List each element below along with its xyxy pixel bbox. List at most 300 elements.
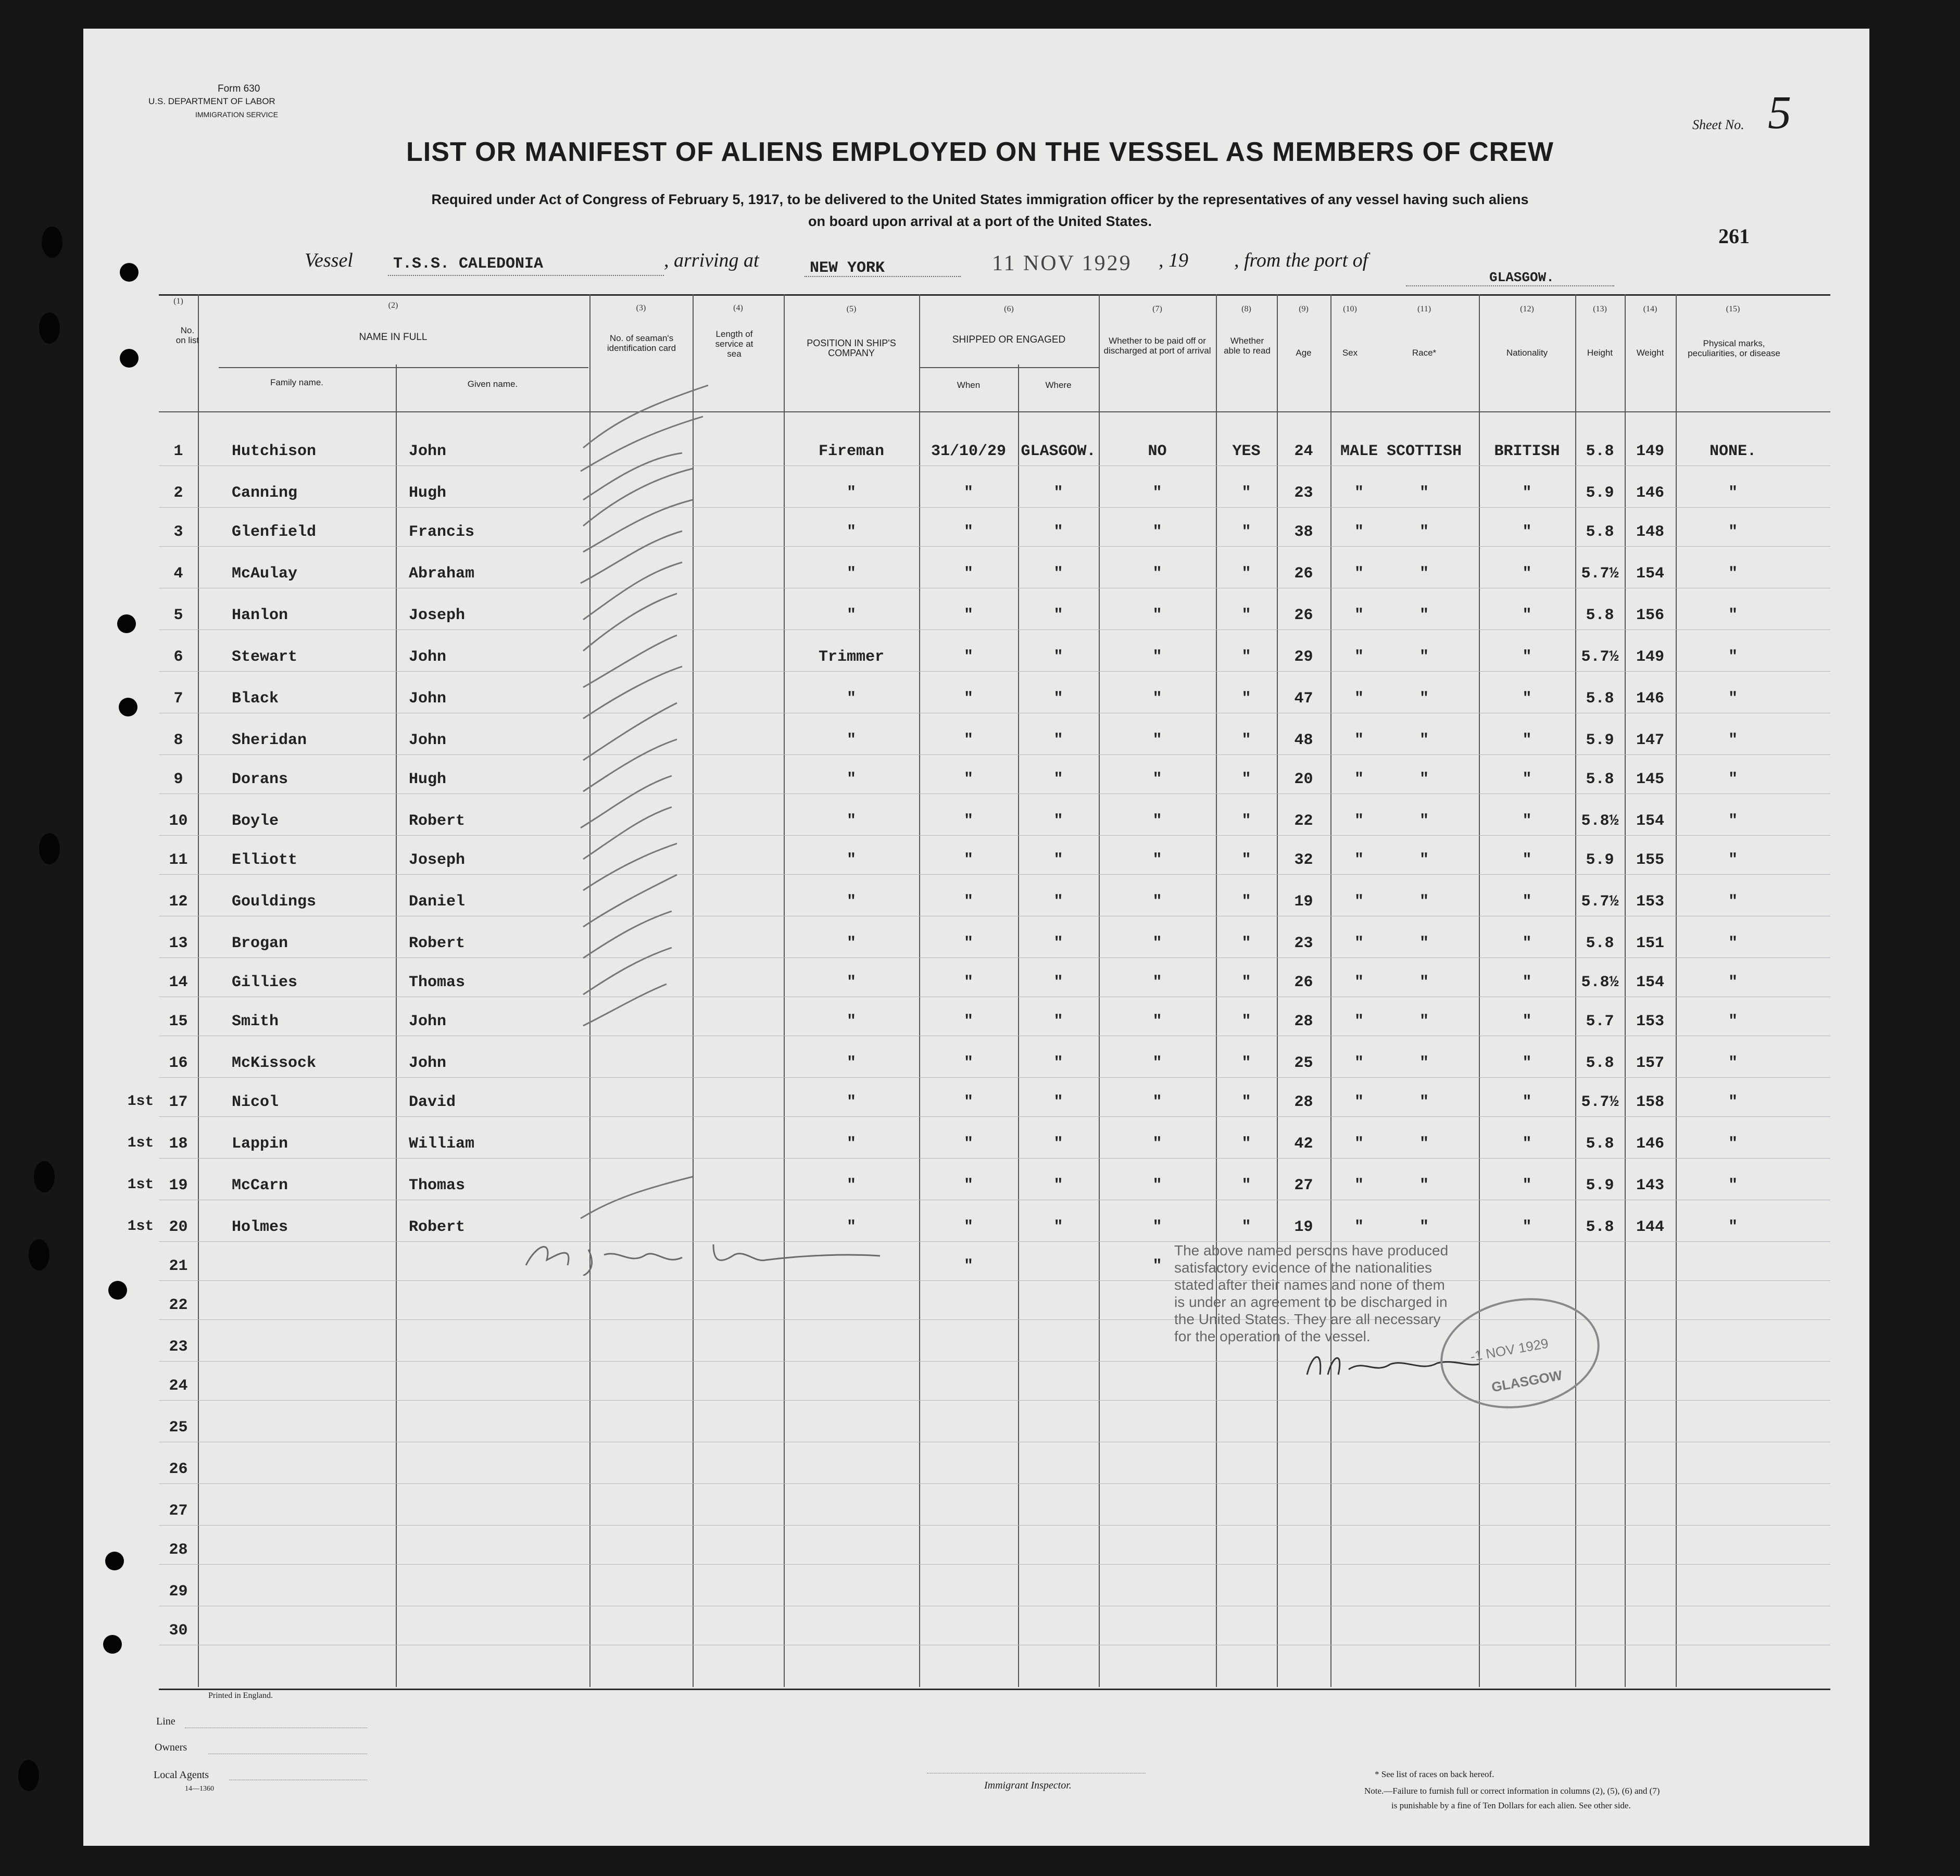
cell-nat: " [1522,771,1532,788]
col10-num: (10) [1343,305,1357,313]
cell-nat: " [1522,565,1532,583]
cell-sex: " [1354,523,1364,541]
cell-no: 30 [169,1622,188,1640]
cell-given: John [409,1013,447,1030]
cell-race: " [1419,607,1429,624]
cell-paid: " [1152,1177,1162,1194]
cell-marks: " [1728,690,1738,708]
cell-sex: " [1354,1218,1364,1236]
cell-position: " [846,565,856,583]
col7-header: Whether to be paid off or discharged at port of arrival [1103,336,1211,356]
cell-read: " [1241,523,1251,541]
cell-position: " [846,690,856,708]
cell-race: " [1419,1218,1429,1236]
cell-race: " [1419,893,1429,911]
col11-header: Race* [1412,348,1437,358]
cell-marks: " [1728,565,1738,583]
cell-where: " [1053,974,1063,991]
inspector-label: Immigrant Inspector. [984,1780,1072,1791]
certification-line: for the operation of the vessel. [1174,1328,1371,1344]
cell-weight: 148 [1636,523,1664,541]
cell-position: " [846,1093,856,1111]
cell-read: " [1241,732,1251,749]
cell-nat: " [1522,1177,1532,1194]
punch-hole [120,263,139,282]
cell-race: " [1419,648,1429,666]
cell-where: " [1053,1093,1063,1111]
sheet-number: 5 [1768,87,1791,139]
cell-height: 5.9 [1586,732,1614,749]
cell-weight: 153 [1636,1013,1664,1030]
cell-sex: " [1354,1054,1364,1072]
cell-family: Black [232,690,279,708]
cell-marks: " [1728,648,1738,666]
cell-family: McCarn [232,1177,288,1194]
col2a-header: Family name. [270,377,324,387]
cell-when: " [963,1093,973,1111]
cell-position: " [846,893,856,911]
col13-num: (13) [1593,305,1607,313]
cell-no: 16 [169,1054,188,1072]
row-class-mark: 1st [127,1135,154,1151]
cell-weight: 146 [1636,1135,1664,1153]
cell-where: " [1053,607,1063,624]
cell-paid: " [1152,523,1162,541]
cell-height: 5.7½ [1581,565,1619,583]
cell-race: " [1419,1177,1429,1194]
row-rule [159,1280,1830,1281]
cell-where: " [1053,523,1063,541]
cell-when: " [963,607,973,624]
punch-hole [108,1281,127,1300]
cell-paid: " [1152,1054,1162,1072]
cell-race: " [1419,851,1429,869]
cell-race: " [1419,732,1429,749]
cell-sex: " [1354,690,1364,708]
cell-sex: " [1354,935,1364,952]
cell-sex: " [1354,607,1364,624]
cell-height: 5.7½ [1581,648,1619,666]
cell-paid: " [1152,1093,1162,1111]
cell-nat: " [1522,648,1532,666]
cell-given: John [409,648,447,666]
cell-given: John [409,732,447,749]
cell-position: " [846,1135,856,1153]
cell-where: " [1053,771,1063,788]
cell-given: David [409,1093,456,1111]
cell-weight: 158 [1636,1093,1664,1111]
cell-nat: " [1522,1093,1532,1111]
cell-race: " [1419,523,1429,541]
col12-header: Nationality [1506,348,1548,358]
cell-no: 1 [173,443,183,460]
cell-read: " [1241,484,1251,502]
punch-hole [29,1239,49,1270]
col14-header: Weight [1636,348,1664,358]
cell-sex: " [1354,771,1364,788]
cell-paid: " [1152,851,1162,869]
cell-family: Canning [232,484,298,502]
certification-line: the United States. They are all necessary [1174,1311,1441,1327]
cell-given: John [409,1054,447,1072]
cell-given: John [409,443,447,460]
col5-num: (5) [846,305,857,313]
cell-height: 5.7½ [1581,1093,1619,1111]
cell-no: 14 [169,974,188,991]
cell-paid: " [1152,607,1162,624]
col6-header: SHIPPED OR ENGAGED [952,334,1066,345]
cell-family: Gouldings [232,893,317,911]
cell-age: 24 [1294,443,1313,460]
cell-no: 9 [173,771,183,788]
cell-height: 5.9 [1586,851,1614,869]
cell-read: " [1241,690,1251,708]
cell-read: YES [1232,443,1261,460]
page-title: LIST OR MANIFEST OF ALIENS EMPLOYED ON THE VESSEL AS MEMBERS OF CREW [406,137,1554,167]
cell-no: 6 [173,648,183,666]
cell-paid: " [1152,812,1162,830]
row-rule [159,1564,1830,1565]
cell-no: 2 [173,484,183,502]
cell-read: " [1241,1177,1251,1194]
row-rule [159,629,1830,630]
cell-where: " [1053,690,1063,708]
cell-marks: " [1728,607,1738,624]
row-rule [159,465,1830,466]
row-rule [159,1241,1830,1242]
cell-paid: " [1152,893,1162,911]
cell-read: " [1241,1093,1251,1111]
col1-header: No. on list [175,325,199,345]
cell-given: Thomas [409,974,466,991]
cell-marks: " [1728,732,1738,749]
cell-given: Daniel [409,893,466,911]
cell-height: 5.8½ [1581,974,1619,991]
cell-race: " [1419,1093,1429,1111]
punch-hole [42,226,62,258]
row-rule [159,1525,1830,1526]
cell-weight: 144 [1636,1218,1664,1236]
cell-no: 18 [169,1135,188,1153]
cell-race: SCOTTISH [1386,443,1462,460]
cell-marks: " [1728,851,1738,869]
cell-position: " [846,771,856,788]
cell-age: 28 [1294,1013,1313,1030]
cell-age: 25 [1294,1054,1313,1072]
cell-sex: MALE [1340,443,1378,460]
sheet-label: Sheet No. [1692,117,1744,132]
cell-family: Hanlon [232,607,288,624]
cell-when: " [963,1013,973,1030]
cell-nat: " [1522,935,1532,952]
cell-position: " [846,1218,856,1236]
row-rule [159,1483,1830,1484]
cell-paid: " [1152,974,1162,991]
cell-race: " [1419,771,1429,788]
service: IMMIGRATION SERVICE [195,110,278,119]
cell-given: Joseph [409,607,466,624]
cell-given: William [409,1135,475,1153]
col3-header: No. of seaman's identification card [607,333,676,353]
cell-family: Gillies [232,974,298,991]
cell-family: Smith [232,1013,279,1030]
cell-sex: " [1354,732,1364,749]
cell-position: Fireman [818,443,885,460]
cell-read: " [1241,771,1251,788]
cell-race: " [1419,1135,1429,1153]
cell-no: 21 [169,1257,188,1275]
cell-marks: " [1728,1054,1738,1072]
col13-header: Height [1587,348,1613,358]
cell-paid: NO [1148,443,1167,460]
stamp-place: GLASGOW [1490,1367,1564,1395]
cell-marks: " [1728,484,1738,502]
cell-given: Hugh [409,484,447,502]
cell-position: Trimmer [818,648,885,666]
col4-num: (4) [733,304,743,312]
cell-marks: NONE. [1709,443,1756,460]
cell-nat: " [1522,1218,1532,1236]
certification-line: stated after their names and none of them [1174,1277,1445,1293]
punch-hole [103,1635,122,1654]
cell-given: Abraham [409,565,475,583]
cell-height: 5.8 [1586,690,1614,708]
certification-line: is under an agreement to be discharged in [1174,1294,1448,1310]
row-rule [159,1158,1830,1159]
cell-weight: 146 [1636,484,1664,502]
subtitle-line-2: on board upon arrival at a port of the United States. [808,213,1152,229]
department: U.S. DEPARTMENT OF LABOR [148,96,275,106]
cell-when: " [963,1177,973,1194]
row-class-mark: 1st [127,1218,154,1235]
cell-marks: " [1728,771,1738,788]
cell-given: Joseph [409,851,466,869]
cell-family: Glenfield [232,523,317,541]
cell-when: " [963,851,973,869]
col8-header: Whether able to read [1224,336,1271,356]
cell-height: 5.8 [1586,443,1614,460]
cell-when: " [963,648,973,666]
cell-nat: " [1522,812,1532,830]
cell-where: " [1053,1218,1063,1236]
cell-height: 5.8 [1586,935,1614,952]
cell-given: Thomas [409,1177,466,1194]
cell-where: " [1053,484,1063,502]
cell-read: " [1241,1135,1251,1153]
cell-given: Hugh [409,771,447,788]
cell-read: " [1241,1054,1251,1072]
cell-read: " [1241,812,1251,830]
cell-position: " [846,974,856,991]
cell-position: " [846,1054,856,1072]
arrival-date-stamp: 11 NOV 1929 [992,251,1132,275]
cell-family: Elliott [232,851,298,869]
col9-header: Age [1296,348,1312,358]
cell-race: " [1419,812,1429,830]
row-rule [159,1077,1830,1078]
cell-position: " [846,1013,856,1030]
cell-paid: " [1152,935,1162,952]
cell-where: " [1053,648,1063,666]
cell-marks: " [1728,974,1738,991]
cell-paid: " [1152,1013,1162,1030]
cell-marks: " [1728,523,1738,541]
departure-port: GLASGOW. [1489,270,1554,285]
cell-where: " [1053,1177,1063,1194]
cell-family: Holmes [232,1218,288,1236]
cell-when: " [963,523,973,541]
row-rule [159,1116,1830,1117]
cell-marks: " [1728,812,1738,830]
cell-paid: " [1152,771,1162,788]
row-rule [159,546,1830,547]
cell-no: 12 [169,893,188,911]
cell-sex: " [1354,1093,1364,1111]
cell-height: 5.7½ [1581,893,1619,911]
cell-when: " [963,565,973,583]
cell-position: " [846,484,856,502]
fine-note-2: is punishable by a fine of Ten Dollars for each alien. See other side. [1391,1801,1631,1810]
cell-age: 28 [1294,1093,1313,1111]
cell-height: 5.7 [1586,1013,1614,1030]
col5-header: POSITION IN SHIP'S COMPANY [807,338,896,358]
cell-read: " [1241,1013,1251,1030]
cell-no: 23 [169,1338,188,1356]
cell-age: 19 [1294,1218,1313,1236]
row-class-mark: 1st [127,1093,154,1110]
cell-when: " [963,812,973,830]
vessel-name: T.S.S. CALEDONIA [393,255,544,273]
cell-age: 26 [1294,565,1313,583]
cell-age: 26 [1294,607,1313,624]
cell-read: " [1241,974,1251,991]
cell-weight: 147 [1636,732,1664,749]
cell-weight: 146 [1636,690,1664,708]
cell-paid: " [1152,484,1162,502]
cell-weight: 149 [1636,648,1664,666]
col6b-header: Where [1045,380,1072,390]
cell-weight: 154 [1636,565,1664,583]
cell-no: 11 [169,851,188,869]
cell-paid: " [1152,1135,1162,1153]
pencil-check-marks [573,375,739,1250]
cell-nat: " [1522,1135,1532,1153]
punch-hole [117,614,136,633]
cell-sex: " [1354,648,1364,666]
cell-position: " [846,732,856,749]
cell-where: " [1053,851,1063,869]
cell-height: 5.8 [1586,523,1614,541]
col10-header: Sex [1342,348,1358,358]
row-class-mark: 1st [127,1177,154,1193]
cell-when: " [963,935,973,952]
cell-where: " [1053,732,1063,749]
cell-weight: 154 [1636,812,1664,830]
cell-read: " [1241,565,1251,583]
cell-where: " [1053,1013,1063,1030]
cell-nat: " [1522,523,1532,541]
col15-header: Physical marks, peculiarities, or disease [1688,338,1780,358]
arriving-label: , arriving at [664,249,759,271]
cell-race: " [1419,565,1429,583]
cell-weight: 153 [1636,893,1664,911]
cell-height: 5.8 [1586,771,1614,788]
col2-header: NAME IN FULL [359,332,428,343]
cell-height: 5.8 [1586,1054,1614,1072]
inspector-signature-scrawl [516,1234,890,1276]
cell-paid: " [1152,732,1162,749]
form-number: Form 630 [218,83,260,94]
cell-no: 22 [169,1296,188,1314]
year-label: , 19 [1159,249,1188,271]
cell-given: John [409,690,447,708]
col2-num: (2) [388,301,398,310]
cell-family: Stewart [232,648,298,666]
cell-height: 5.8 [1586,607,1614,624]
cell-when: " [963,1135,973,1153]
cell-weight: 149 [1636,443,1664,460]
col3-num: (3) [636,304,646,312]
cell-where: " [1053,893,1063,911]
cell-read: " [1241,648,1251,666]
punch-hole [120,349,139,368]
cell-height: 5.9 [1586,484,1614,502]
row-rule [159,1400,1830,1401]
cell-when: " [963,732,973,749]
cell-height: 5.9 [1586,1177,1614,1194]
arrival-port: NEW YORK [810,259,885,277]
cell-race: " [1419,1013,1429,1030]
footer-printed: Printed in England. [208,1691,273,1700]
cell-no: 19 [169,1177,188,1194]
cell-nat: " [1522,851,1532,869]
punch-hole [34,1161,55,1192]
cell-sex: " [1354,851,1364,869]
cell-family: Lappin [232,1135,288,1153]
cell-sex: " [1354,893,1364,911]
cell-position: " [846,851,856,869]
cell-age: 27 [1294,1177,1313,1194]
row-rule [159,671,1830,672]
cell-age: 48 [1294,732,1313,749]
cell-where: " [1053,565,1063,583]
cell-sex: " [1354,1013,1364,1030]
cell-race: " [1419,1054,1429,1072]
col8-num: (8) [1241,305,1251,313]
cell-when: " [963,1054,973,1072]
subtitle-line-1: Required under Act of Congress of February 5, 1917, to be delivered to the United States immigration officer by the representatives of any vessel having such aliens [431,192,1529,207]
cell-weight: 156 [1636,607,1664,624]
cell-sex: " [1354,974,1364,991]
cell-marks: " [1728,893,1738,911]
cell-where: " [1053,935,1063,952]
cell-paid: " [1152,648,1162,666]
cell-family: Dorans [232,771,288,788]
cell-nat: " [1522,893,1532,911]
cell-family: McKissock [232,1054,317,1072]
page-number: 261 [1718,224,1750,248]
cell-family: Brogan [232,935,288,952]
cell-age: 42 [1294,1135,1313,1153]
cell-no: 20 [169,1218,188,1236]
cell-age: 20 [1294,771,1313,788]
cell-race: " [1419,484,1429,502]
col11-num: (11) [1417,305,1431,313]
cell-nat: " [1522,690,1532,708]
cell-family: Boyle [232,812,279,830]
cell-sex: " [1354,812,1364,830]
races-note: * See list of races on back hereof. [1375,1769,1494,1779]
